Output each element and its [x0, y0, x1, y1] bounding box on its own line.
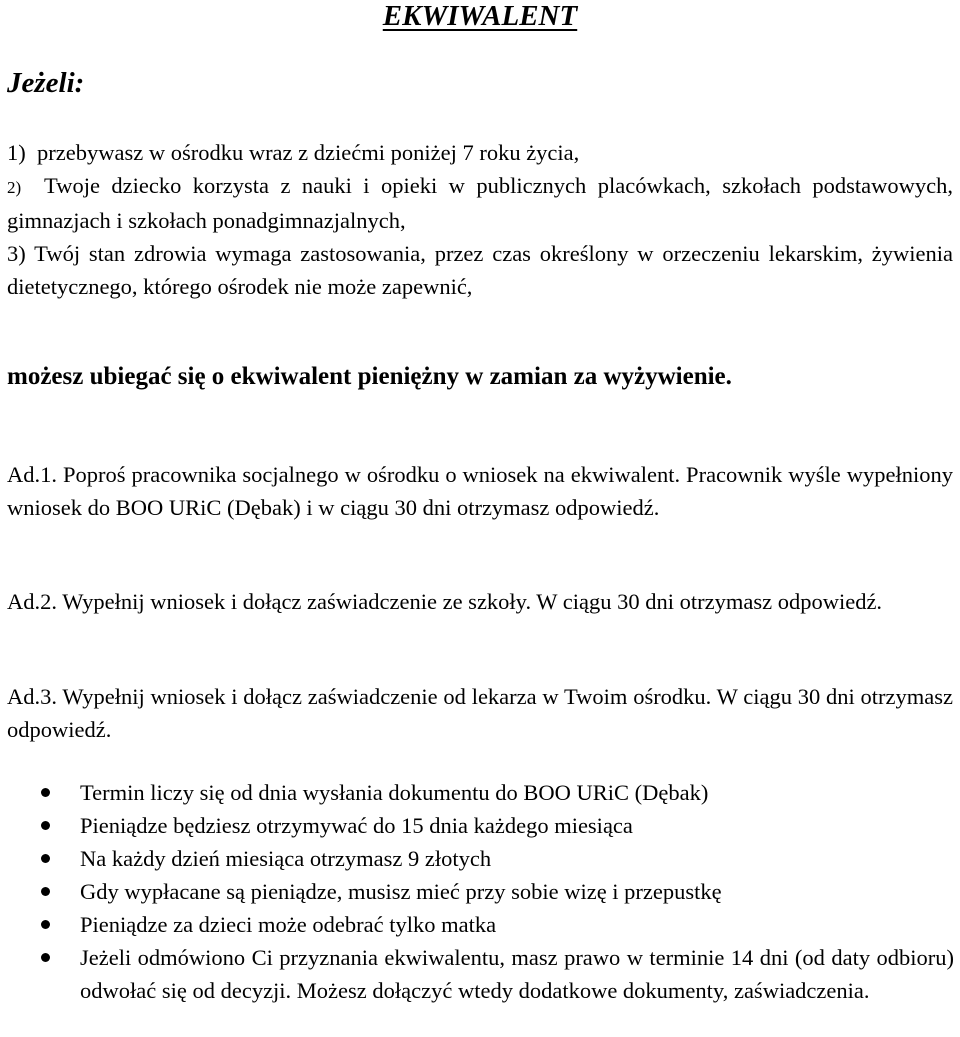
condition-number: 3): [7, 241, 26, 266]
bullet-dot-icon: [41, 953, 50, 962]
ad-item-1: Ad.1. Poproś pracownika socjalnego w ośrodku o wniosek na ekwiwalent. Pracownik wyśle wypełniony wniosek do BOO URiC (Dębak) i w ciągu 30 dni otrzymasz odpowiedź.: [7, 462, 953, 520]
conditions-list: [7, 136, 953, 303]
bullet-item: [0, 842, 954, 875]
condition-text: przebywasz w ośrodku wraz z dziećmi poniżej 7 roku życia,: [37, 140, 580, 165]
bullet-text: Pieniądze będziesz otrzymywać do 15 dnia każdego miesiąca: [80, 813, 633, 838]
condition-item: [7, 169, 953, 237]
ad-item-2: Ad.2. Wypełnij wniosek i dołącz zaświadczenie ze szkoły. W ciągu 30 dni otrzymasz odpowiedź.: [7, 589, 883, 614]
bullet-dot-icon: [41, 821, 50, 830]
info-bullet-list: [0, 776, 954, 1007]
bullet-item: [0, 908, 954, 941]
bullet-text: Termin liczy się od dnia wysłania dokumentu do BOO URiC (Dębak): [80, 780, 709, 805]
bullet-dot-icon: [41, 887, 50, 896]
bullet-dot-icon: [41, 854, 50, 863]
condition-text: Twój stan zdrowia wymaga zastosowania, przez czas określony w orzeczeniu lekarskim, żywienia dietetycznego, którego ośrodek nie może zapewnić,: [7, 241, 953, 299]
document-title: EKWIWALENT: [382, 0, 578, 32]
condition-number: 2): [7, 178, 22, 197]
condition-item: [7, 136, 953, 169]
bullet-item: [0, 809, 954, 842]
bullet-text: Gdy wypłacane są pieniądze, musisz mieć przy sobie wizę i przepustkę: [80, 879, 722, 904]
lead-heading: Jeżeli:: [7, 67, 85, 99]
condition-number: 1): [7, 140, 26, 165]
bullet-text: Jeżeli odmówiono Ci przyznania ekwiwalentu, masz prawo w terminie 14 dni (od daty odbioru) odwołać się od decyzji. Możesz dołączyć wtedy dodatkowe dokumenty, zaświadczenia.: [80, 945, 954, 1003]
bullet-text: Pieniądze za dzieci może odebrać tylko matka: [80, 912, 497, 937]
bullet-item: [0, 875, 954, 908]
bullet-text: Na każdy dzień miesiąca otrzymasz 9 złotych: [80, 846, 492, 871]
bullet-dot-icon: [41, 788, 50, 797]
bullet-item: [0, 941, 954, 1007]
condition-item: [7, 237, 953, 303]
claim-statement: możesz ubiegać się o ekwiwalent pieniężny w zamian za wyżywienie.: [7, 363, 732, 390]
condition-text: Twoje dziecko korzysta z nauki i opieki w publicznych placówkach, szkołach podstawowych, gimnazjach i szkołach ponadgimnazjalnych,: [7, 173, 953, 233]
bullet-dot-icon: [41, 920, 50, 929]
bullet-item: [0, 776, 954, 809]
ad-item-3: Ad.3. Wypełnij wniosek i dołącz zaświadczenie od lekarza w Twoim ośrodku. W ciągu 30 dni otrzymasz odpowiedź.: [7, 684, 953, 742]
